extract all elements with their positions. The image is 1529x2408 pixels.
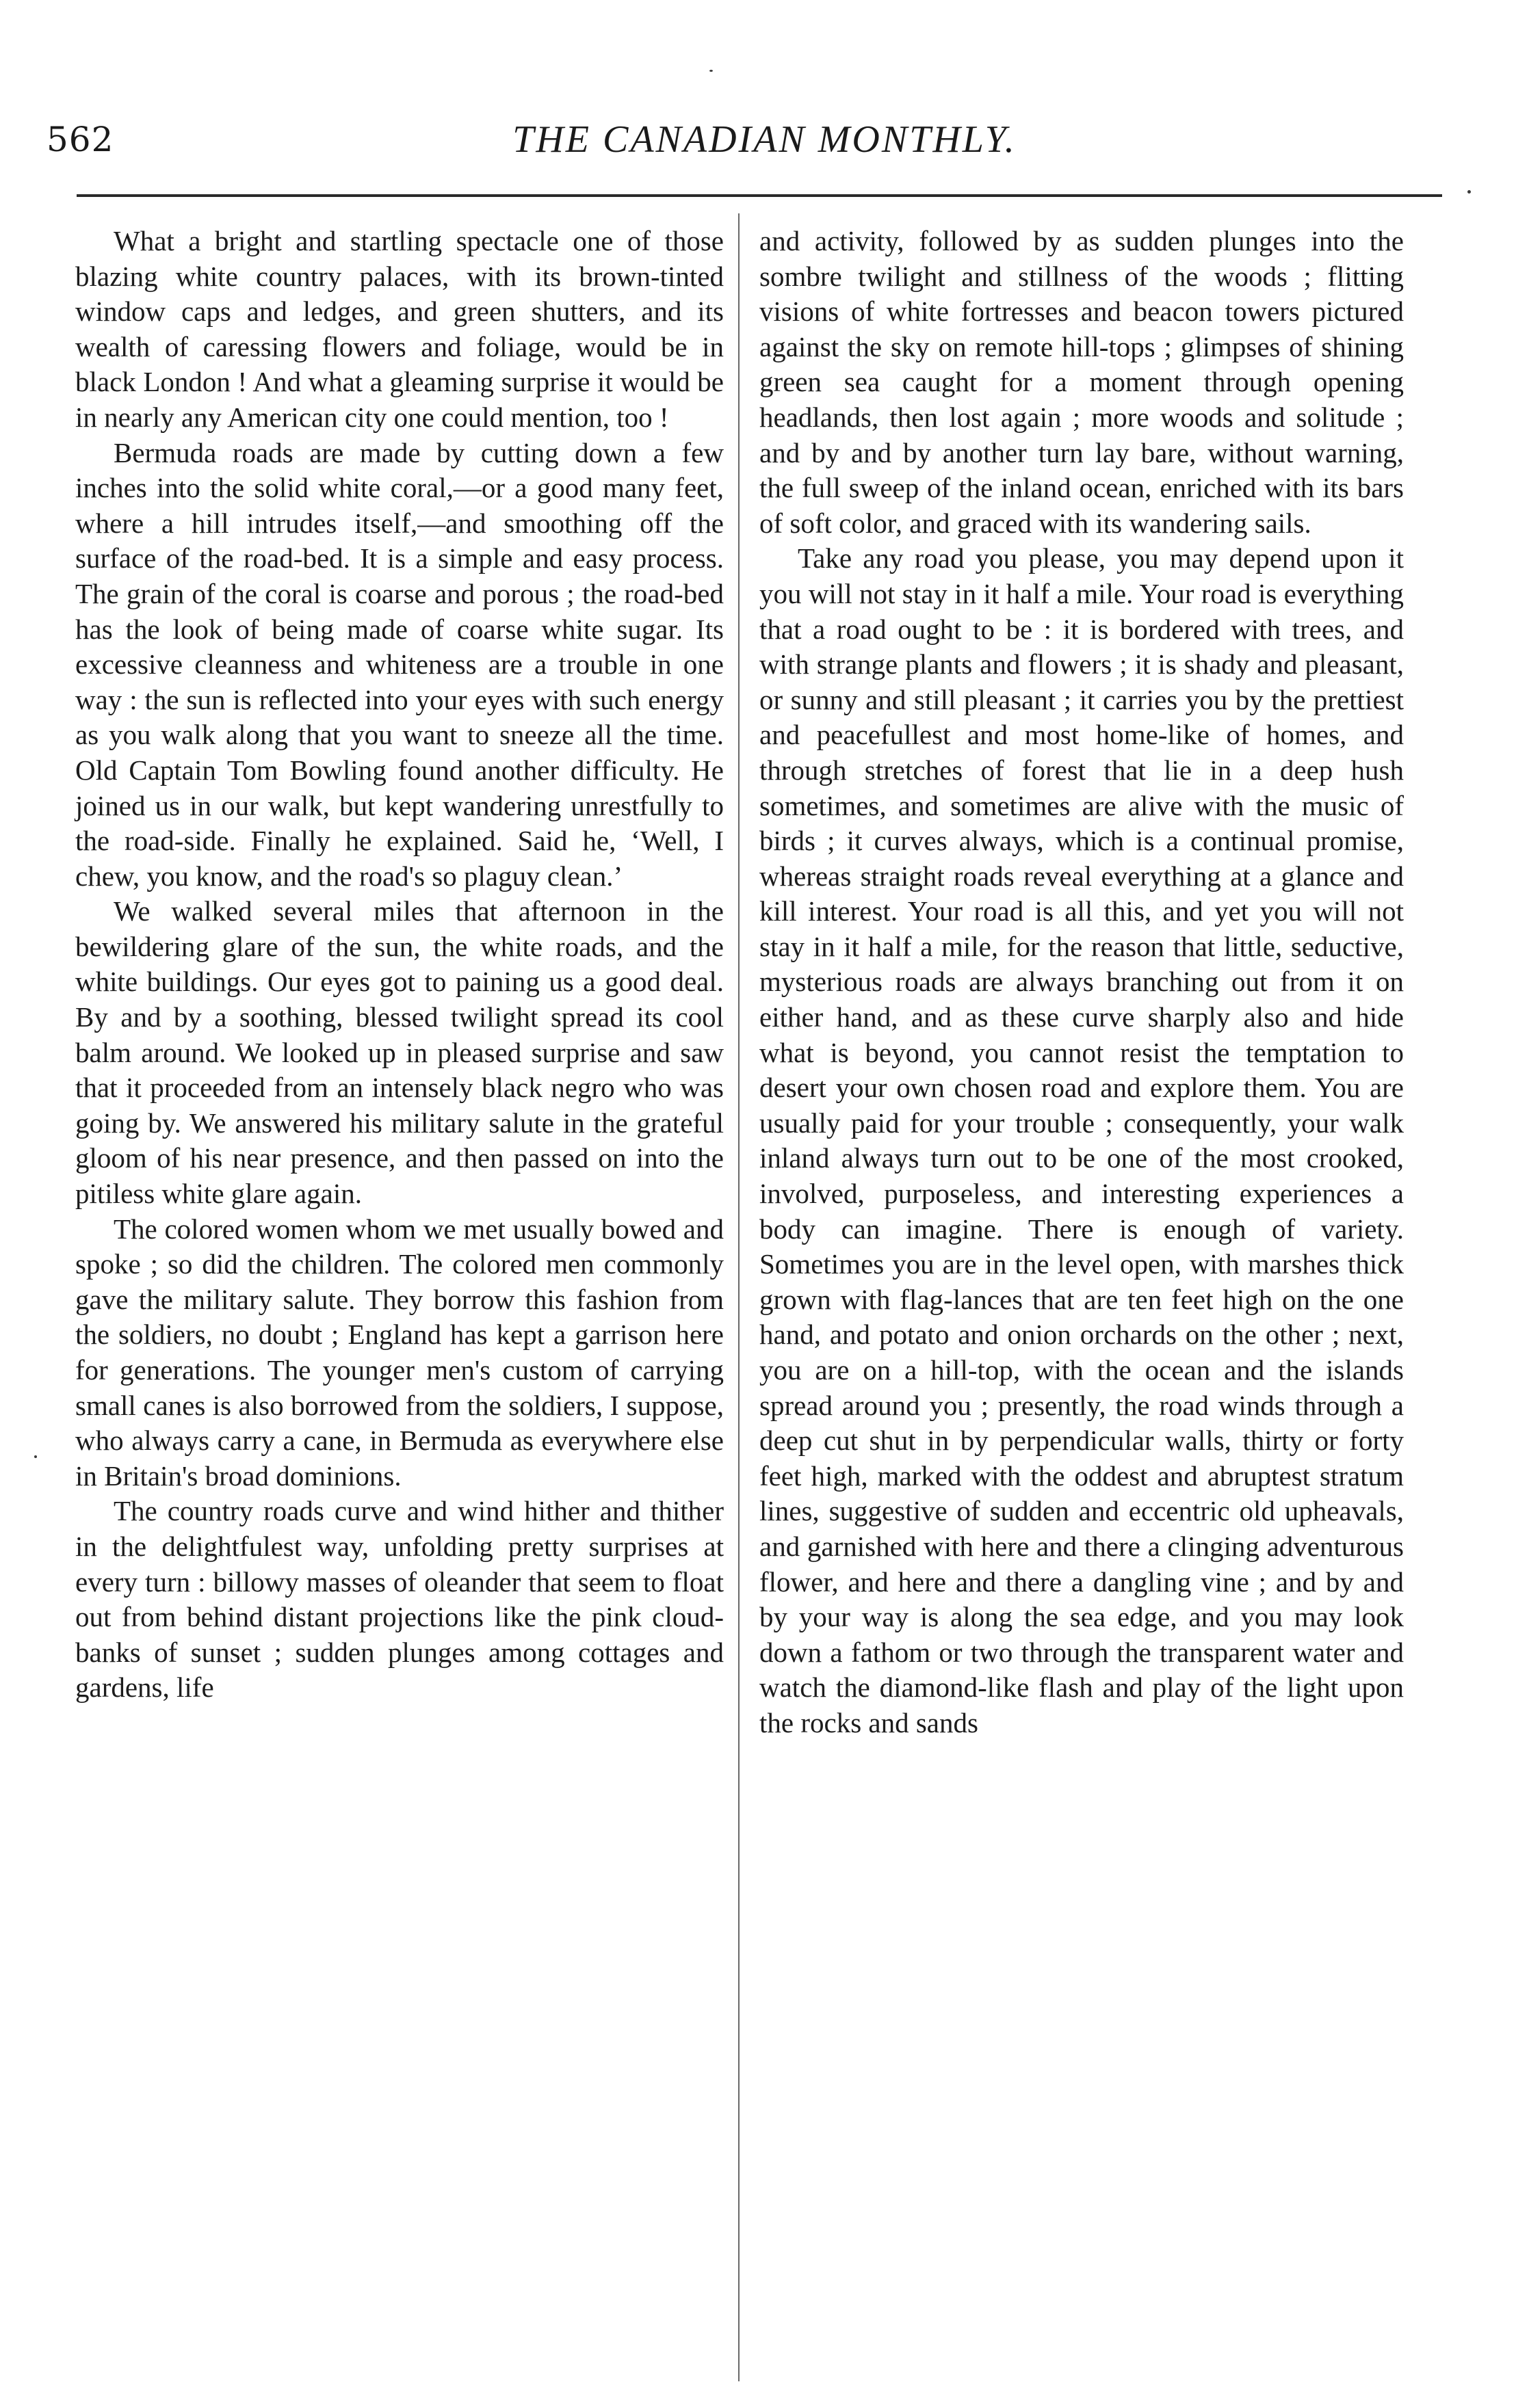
paragraph: We walked several miles that afternoon in the bewildering glare of the sun, the white roads, and the white buildings. Our eyes got to paining us a good deal. By and by a soothing, blessed twilight spread its cool balm around. We looked up in pleased surprise and saw that it proceeded from an intensely black negro who was going by. We answered his military salute in the grateful gloom of his near presence, and then passed on into the pitiless white glare again. bbox=[75, 895, 724, 1210]
paragraph-continued: and activity, followed by as sudden plunges into the sombre twilight and stillness of the woods ; flitting visions of white fortresses and beacon towers pictured against the sky on remote hill-tops ; glimpses of shining green sea caught for a moment through opening headlands, then lost again ; more woods and solitude ; and by and by another turn lay bare, without warning, the full sweep of the inland ocean, enriched with its bars of soft color, and graced with its wandering sails. bbox=[759, 225, 1404, 539]
running-title: THE CANADIAN MONTHLY. bbox=[512, 118, 1017, 161]
print-speck bbox=[34, 1455, 37, 1458]
print-speck bbox=[709, 70, 713, 72]
column-divider bbox=[738, 213, 740, 2381]
page-number: 562 bbox=[47, 120, 114, 159]
header-rule bbox=[77, 194, 1442, 197]
paragraph: Bermuda roads are made by cutting down a few inches into the solid white coral,—or a good many feet, where a hill intrudes itself,—and smoothing off the surface of the road-bed. It is a simple and easy process. The grain of the coral is coarse and porous ; the road-bed has the look of being made of coarse white sugar. Its excessive cleanness and whiteness are a trouble in one way : the sun is reflected into your eyes with such energy as you walk along that you want to sneeze all the time. Old Captain Tom Bowling found another difficulty. He joined us in our walk, but kept wandering unrestfully to the road-side. Finally he explained. Said he, ‘Well, I chew, you know, and the road's so plaguy clean.’ bbox=[75, 436, 724, 892]
paragraph: What a bright and startling spectacle one of those blazing white country palaces, with its brown-tinted window caps and ledges, and green shutters, and its wealth of caressing flowers and foliage, would be in black London ! And what a gleaming surprise it would be in nearly any American city one could mention, too ! bbox=[75, 225, 724, 433]
left-column bbox=[75, 224, 724, 1706]
right-column bbox=[759, 224, 1404, 1741]
paragraph: Take any road you please, you may depend upon it you will not stay in it half a mile. Your road is everything that a road ought to be : it is bordered with trees, and with strange plants and flowers ; it is shady and pleasant, or sunny and still pleasant ; it carries you by the prettiest and peacefullest and most home-like of homes, and through stretches of forest that lie in a deep hush sometimes, and sometimes are alive with the music of birds ; it curves always, which is a continual promise, whereas straight roads reveal everything at a glance and kill interest. Your road is all this, and yet you will not stay in it half a mile, for the reason that little, seductive, mysterious roads are always branching out from it on either hand, and as these curve sharply also and hide what is beyond, you cannot resist the temptation to desert your own chosen road and explore them. You are usually paid for your trouble ; consequently, your walk inland always turn out to be one of the most crooked, involved, purposeless, and interesting experiences a body can imagine. There is enough of variety. Sometimes you are in the level open, with marshes thick grown with flag-lances that are ten feet high on the one hand, and potato and onion orchards on the other ; next, you are on a hill-top, with the ocean and the islands spread around you ; presently, the road winds through a deep cut shut in by perpendicular walls, thirty or forty feet high, marked with the oddest and abruptest stratum lines, suggestive of sudden and eccentric old upheavals, and garnished with here and there a clinging adventurous flower, and here and there a dangling vine ; and by and by your way is along the sea edge, and you may look down a fathom or two through the transparent water and watch the diamond-like flash and play of the light upon the rocks and sands bbox=[759, 542, 1404, 1738]
paragraph: The colored women whom we met usually bowed and spoke ; so did the children. The colored men commonly gave the military salute. They borrow this fashion from the soldiers, no doubt ; England has kept a garrison here for generations. The younger men's custom of carrying small canes is also borrowed from the soldiers, I suppose, who always carry a cane, in Bermuda as everywhere else in Britain's broad dominions. bbox=[75, 1213, 724, 1492]
print-speck bbox=[1467, 190, 1471, 194]
paragraph: The country roads curve and wind hither and thither in the delightfulest way, unfolding pretty surprises at every turn : billowy masses of oleander that seem to float out from behind distant projections like the pink cloud-banks of sunset ; sudden plunges among cottages and gardens, life bbox=[75, 1495, 724, 1704]
